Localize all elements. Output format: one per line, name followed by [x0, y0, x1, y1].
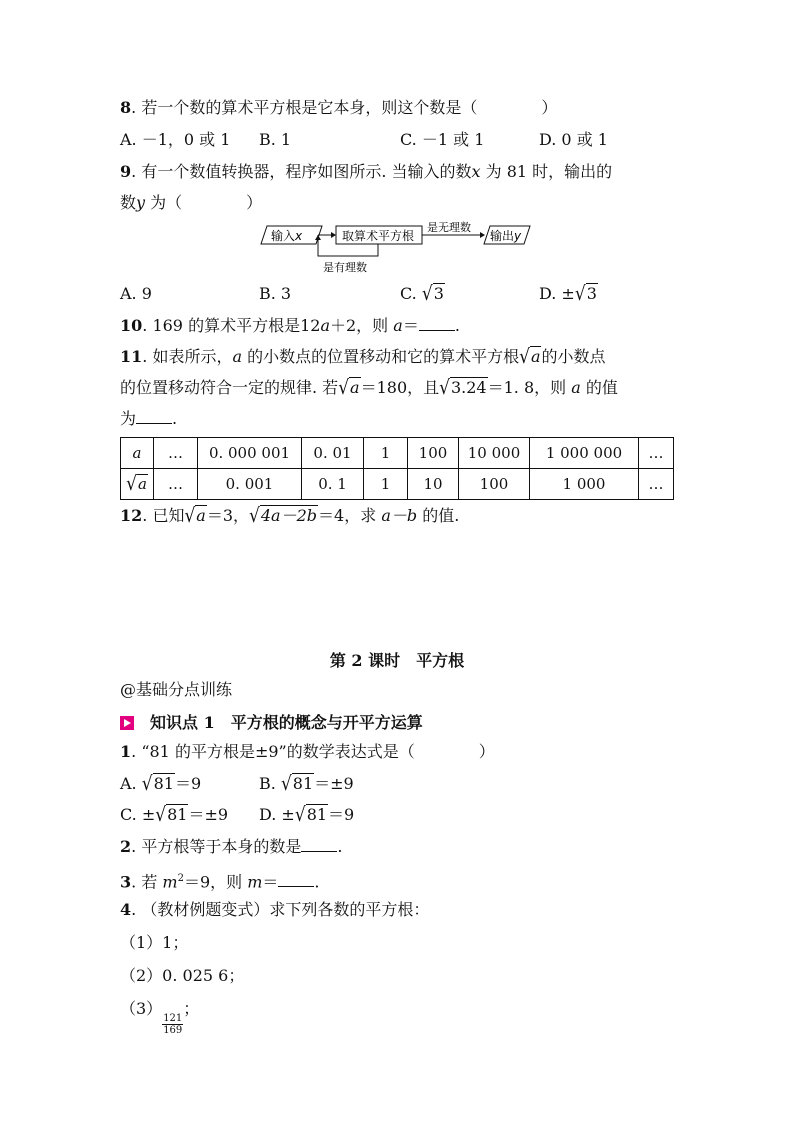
- answer-blank[interactable]: [301, 837, 337, 852]
- table-cell: 1: [364, 438, 408, 469]
- sqrt-symbol: √3.24: [439, 376, 487, 400]
- sqrt-symbol: √4a－2b: [249, 504, 318, 528]
- question-text: . 平方根等于本身的数是: [131, 837, 302, 856]
- question-11-line2: [120, 378, 618, 398]
- period: .: [454, 316, 460, 335]
- option-c: C. ±√81＝±9: [120, 803, 229, 827]
- question-number: 3: [120, 872, 132, 892]
- expression: a－b: [381, 506, 418, 525]
- answer-blank[interactable]: [278, 872, 314, 887]
- arrow-head: [480, 232, 485, 238]
- table-cell: 0. 001: [198, 469, 302, 500]
- table-cell: 1 000 000: [530, 438, 639, 469]
- question-text: . 有一个数值转换器，程序如图所示. 当输入的数: [131, 162, 472, 181]
- var-a: a: [320, 316, 330, 335]
- question-text: 的值.: [417, 506, 460, 525]
- period: .: [314, 872, 320, 892]
- table-cell: a: [121, 438, 154, 469]
- input-label: 输入x: [271, 229, 303, 243]
- table-cell: …: [639, 469, 674, 500]
- problem-2: [120, 837, 342, 857]
- question-text: ＝: [262, 872, 279, 892]
- table-cell: 10: [408, 469, 459, 500]
- answer-blank[interactable]: [136, 409, 172, 424]
- question-text: . 169 的算术平方根是12: [142, 316, 321, 335]
- question-number: 12: [120, 506, 143, 525]
- question-10: [120, 316, 460, 336]
- option-c: C. √3: [400, 282, 444, 306]
- fraction: $\frac{121}{169}$: [163, 1013, 183, 1036]
- question-text: ＋2，则: [329, 316, 394, 335]
- question-text: . 已知: [142, 506, 185, 525]
- question-text: 的位置移动符合一定的规律. 若: [120, 378, 339, 397]
- question-text: 为（ ）: [145, 193, 263, 212]
- table-cell: 1 000: [530, 469, 639, 500]
- question-8: [120, 98, 557, 118]
- question-text: ＝3，: [206, 506, 250, 525]
- question-number: 10: [120, 316, 143, 335]
- question-number: 2: [120, 837, 132, 856]
- answer-blank[interactable]: [419, 316, 455, 331]
- table-row: [121, 438, 674, 469]
- table-cell: …: [154, 469, 198, 500]
- question-text: ＝1. 8，则: [487, 378, 572, 397]
- problem-3: [120, 869, 320, 892]
- question-text: 的小数点: [541, 347, 606, 366]
- square-root-table: [120, 437, 674, 500]
- table-cell: √a: [121, 469, 154, 500]
- question-number: 9: [120, 162, 132, 181]
- question-text: 的值: [580, 378, 618, 397]
- table-cell: 100: [459, 469, 530, 500]
- problem-4-item: [120, 999, 199, 1036]
- question-text: . 若一个数的算术平方根是它本身，则这个数是（ ）: [131, 98, 558, 117]
- option-a: A. 9: [120, 284, 152, 303]
- arrow-head: [315, 235, 321, 240]
- var-x: x: [471, 162, 481, 181]
- punctuation: ；: [183, 999, 200, 1018]
- question-9-line2: [120, 193, 262, 213]
- option-b: B. √81＝±9: [259, 772, 354, 796]
- question-11: [120, 347, 606, 367]
- question-number: 11: [120, 347, 143, 366]
- question-text: 为: [120, 409, 137, 428]
- question-text: . 如表所示，: [142, 347, 233, 366]
- table-cell: 0. 000 001: [198, 438, 302, 469]
- process-label: 取算术平方根: [342, 229, 415, 243]
- var-m: m: [162, 872, 178, 892]
- question-text: ＝: [402, 316, 419, 335]
- question-12: [120, 506, 459, 526]
- option-d: D. 0 或 1: [539, 130, 608, 149]
- var-a: a: [393, 316, 403, 335]
- sqrt-symbol: √a: [338, 376, 360, 400]
- question-text: 为 81 时，输出的: [480, 162, 613, 181]
- knowledge-point-label: 知识点 1 平方根的概念与开平方运算: [150, 713, 423, 732]
- table-row: [121, 469, 674, 500]
- question-text: 的小数点的位置移动和它的算术平方根: [242, 347, 520, 366]
- option-b: B. 3: [259, 284, 292, 303]
- table-cell: 100: [408, 438, 459, 469]
- arrow-head: [331, 232, 336, 238]
- sqrt-symbol: √3: [574, 282, 597, 306]
- table-cell: …: [639, 438, 674, 469]
- play-triangle-icon: [120, 716, 134, 730]
- table-cell: 0. 1: [302, 469, 364, 500]
- sqrt-symbol: √a: [519, 345, 541, 369]
- training-heading: @基础分点训练: [120, 680, 233, 699]
- problem-1: [120, 742, 495, 762]
- table-cell: 0. 01: [302, 438, 364, 469]
- exponent: 2: [177, 873, 184, 884]
- question-text: ＝9，则: [183, 872, 248, 892]
- question-text: . “81 的平方根是±9”的数学表达式是（ ）: [131, 742, 495, 761]
- question-text: ＝4，求: [318, 506, 382, 525]
- question-text: ＝180，且: [360, 378, 440, 397]
- sqrt-symbol: √a: [184, 504, 206, 528]
- rational-label: 是有理数: [323, 261, 367, 274]
- option-a: A. √81＝9: [120, 772, 202, 796]
- item-label: （3）: [120, 999, 163, 1018]
- table-cell: …: [154, 438, 198, 469]
- table-cell: 1: [364, 469, 408, 500]
- question-text: . 若: [131, 872, 163, 892]
- option-d: D. ±√81＝9: [259, 803, 355, 827]
- question-number: 8: [120, 98, 132, 117]
- problem-4-item: （1）1；: [120, 933, 189, 952]
- problem-4: [120, 900, 429, 920]
- lesson-title: 第 2 课时 平方根: [329, 651, 465, 670]
- knowledge-point-heading: [120, 710, 423, 733]
- irrational-label: 是无理数: [427, 221, 471, 234]
- var-m: m: [247, 872, 263, 892]
- question-text: . （教材例题变式）求下列各数的平方根：: [131, 900, 430, 919]
- question-text: 数: [120, 193, 137, 212]
- question-number: 4: [120, 900, 132, 919]
- converter-flowchart: [258, 218, 538, 278]
- sqrt-symbol: √3: [421, 282, 444, 306]
- var-y: y: [136, 193, 146, 212]
- option-c: C. －1 或 1: [400, 130, 485, 149]
- question-number: 1: [120, 742, 132, 761]
- question-11-line3: 为 .: [120, 409, 178, 428]
- period: .: [337, 837, 343, 856]
- output-label: 输出y: [490, 229, 522, 243]
- table-cell: 10 000: [459, 438, 530, 469]
- option-d: D. ±√3: [539, 282, 597, 306]
- var-a: a: [232, 347, 242, 366]
- option-a: A. －1，0 或 1: [120, 130, 231, 149]
- problem-4-item: （2）0. 025 6；: [120, 966, 245, 985]
- var-a: a: [571, 378, 581, 397]
- option-b: B. 1: [259, 130, 292, 149]
- question-9: [120, 162, 612, 182]
